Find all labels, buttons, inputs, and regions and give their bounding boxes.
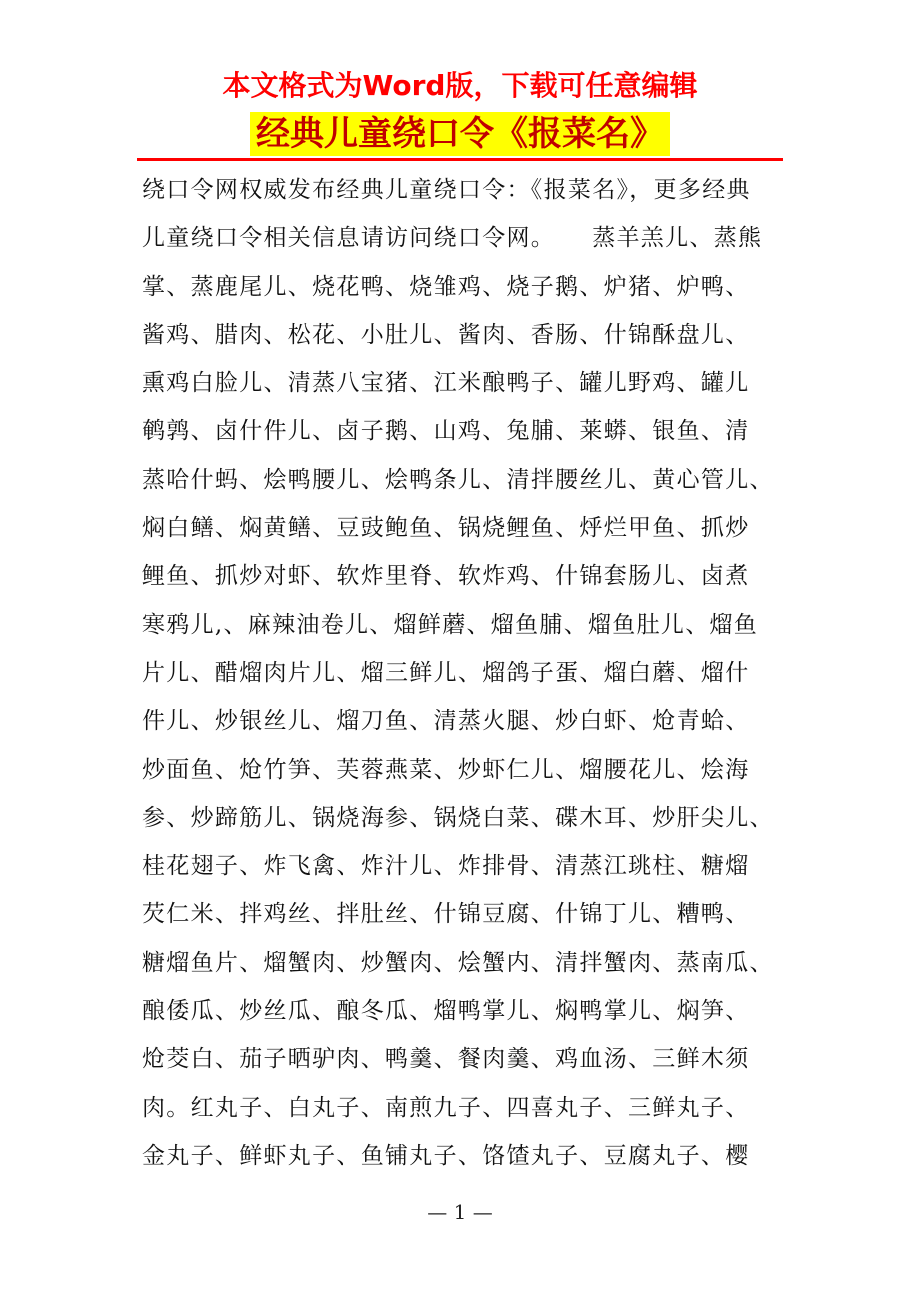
body-text-line: 件儿、炒银丝儿、熘刀鱼、清蒸火腿、炒白虾、炝青蛤、 <box>142 708 750 735</box>
body-text-line: 酿倭瓜、炒丝瓜、酿冬瓜、熘鸭掌儿、焖鸭掌儿、焖笋、 <box>142 998 750 1025</box>
body-text-line: 儿童绕口令相关信息请访问绕口令网。 蒸羊羔儿、蒸熊 <box>142 225 763 252</box>
title-container <box>0 112 920 156</box>
body-text-line: 熏鸡白脸儿、清蒸八宝猪、江米酿鸭子、罐儿野鸡、罐儿 <box>142 370 750 397</box>
format-notice: 本文格式为Word版，下载可任意编辑 <box>222 69 698 102</box>
body-text-line: 炒面鱼、炝竹笋、芙蓉燕菜、炒虾仁儿、熘腰花儿、烩海 <box>142 756 750 783</box>
body-text-line: 绕口令网权威发布经典儿童绕口令：《报菜名》，更多经典 <box>142 177 751 203</box>
document-body <box>142 166 782 1180</box>
body-text-line: 蒸哈什蚂、烩鸭腰儿、烩鸭条儿、清拌腰丝儿、黄心管儿、 <box>142 466 774 493</box>
document-title: 经典儿童绕口令《报菜名》 <box>250 112 670 156</box>
body-text-line: 桂花翅子、炸飞禽、炸汁儿、炸排骨、清蒸江珧柱、糖熘 <box>142 853 750 880</box>
body-text-line: 鲤鱼、抓炒对虾、软炸里脊、软炸鸡、什锦套肠儿、卤煮 <box>142 563 750 590</box>
body-text-line: 参、炒蹄筋儿、锅烧海参、锅烧白菜、碟木耳、炒肝尖儿、 <box>142 804 774 831</box>
body-text-line: 金丸子、鲜虾丸子、鱼铺丸子、饹馇丸子、豆腐丸子、樱 <box>142 1142 750 1169</box>
body-text-line: 寒鸦儿,、麻辣油卷儿、熘鲜蘑、熘鱼脯、熘鱼肚儿、熘鱼 <box>142 611 759 638</box>
body-text-line: 糖熘鱼片、熘蟹肉、炒蟹肉、烩蟹内、清拌蟹肉、蒸南瓜、 <box>142 949 774 976</box>
body-text-line: 掌、蒸鹿尾儿、烧花鸭、烧雏鸡、烧子鹅、炉猪、炉鸭、 <box>142 273 750 300</box>
body-text-line: 肉。红丸子、白丸子、南煎九子、四喜丸子、三鲜丸子、 <box>142 1094 750 1121</box>
body-text-line: 片儿、醋熘肉片儿、熘三鲜儿、熘鸽子蛋、熘白蘑、熘什 <box>142 659 750 686</box>
title-divider <box>137 158 783 161</box>
body-text-line: 焖白鳝、焖黄鳝、豆豉鲍鱼、锅烧鲤鱼、烀烂甲鱼、抓炒 <box>142 515 750 542</box>
body-text-line: 鹌鹑、卤什件儿、卤子鹅、山鸡、兔脯、莱蟒、银鱼、清 <box>142 418 750 445</box>
body-text-line: 炝茭白、茄子晒驴肉、鸭羹、餐肉羹、鸡血汤、三鲜木须 <box>142 1046 750 1073</box>
body-text-line: 酱鸡、腊肉、松花、小肚儿、酱肉、香肠、什锦酥盘儿、 <box>142 321 750 348</box>
body-text-line: 芡仁米、拌鸡丝、拌肚丝、什锦豆腐、什锦丁儿、糟鸭、 <box>142 901 750 928</box>
page-number: — 1 — <box>427 1200 493 1224</box>
